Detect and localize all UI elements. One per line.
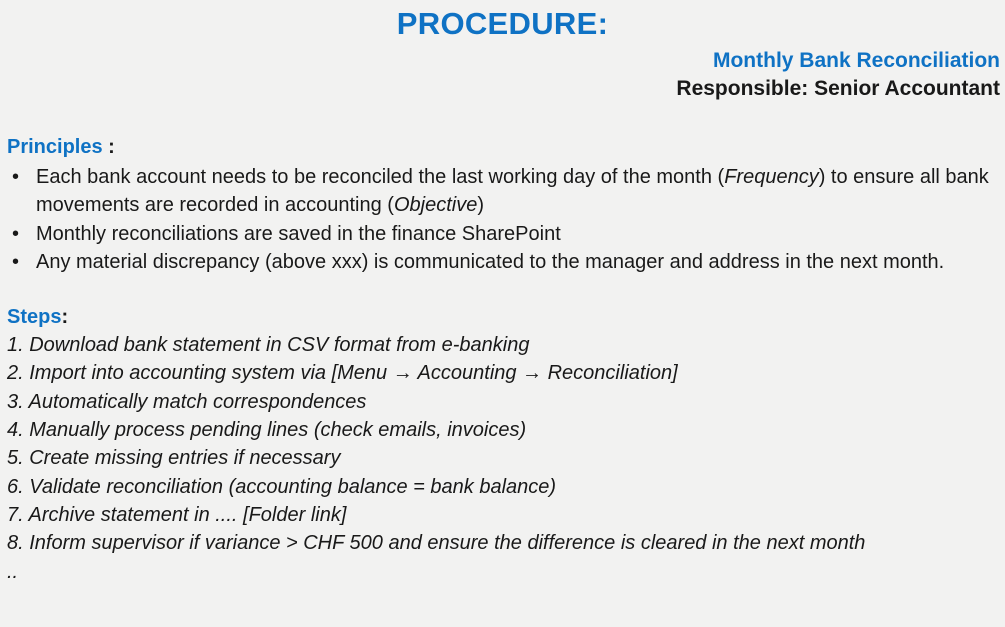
steps-heading (7, 303, 1005, 331)
step-item: 3. Automatically match correspondences (7, 390, 367, 413)
bullet-text-segment: Any material discrepancy (above xxx) is communicated to the manager and address in the next month. (36, 250, 945, 273)
principles-heading-label: Principles (7, 136, 103, 158)
step-item: .. (7, 560, 19, 583)
principle-bullet (0, 163, 1005, 220)
responsible-line: Responsible: Senior Accountant (676, 77, 1000, 100)
step-item: 8. Inform supervisor if variance > CHF 500 and ensure the difference is cleared in the next month (7, 532, 866, 555)
page-title: PROCEDURE: (396, 6, 609, 41)
step-item: 5. Create missing entries if necessary (7, 447, 341, 470)
procedure-document (0, 6, 1005, 627)
principle-bullet (0, 248, 1005, 276)
principles-heading (7, 133, 1005, 161)
step-item: 1. Download bank statement in CSV format from e-banking (7, 334, 530, 357)
bullet-text-segment: Objective (393, 194, 478, 217)
principles-list (0, 163, 1005, 276)
bullet-text-segment: Each bank account needs to be reconciled the last working day of the month ( (36, 166, 725, 188)
steps-section (0, 303, 1005, 586)
steps-heading-label: Steps (7, 306, 62, 329)
bullet-text-segment: ) (477, 194, 485, 217)
document-subtitle: Monthly Bank Reconciliation (712, 49, 1000, 72)
step-item: 6. Validate reconciliation (accounting balance = bank balance) (7, 475, 557, 498)
steps-list (0, 331, 1005, 586)
principles-section (0, 133, 1005, 276)
bullet-text-segment: Frequency (724, 166, 819, 188)
step-item: 4. Manually process pending lines (check emails, invoices) (7, 419, 527, 442)
bullet-text-segment: Monthly reconciliations are saved in the finance SharePoint (36, 222, 561, 245)
step-item: 7. Archive statement in .... [Folder link] (7, 503, 347, 526)
principles-heading-colon: : (102, 136, 115, 158)
principle-bullet (0, 220, 1005, 248)
bullet-text-segment: ) to ensure all bank movements are recorded in accounting ( (36, 166, 989, 217)
steps-heading-colon: : (61, 306, 69, 329)
step-item: 2. Import into accounting system via [Menu → Accounting → Reconciliation] (7, 362, 678, 385)
